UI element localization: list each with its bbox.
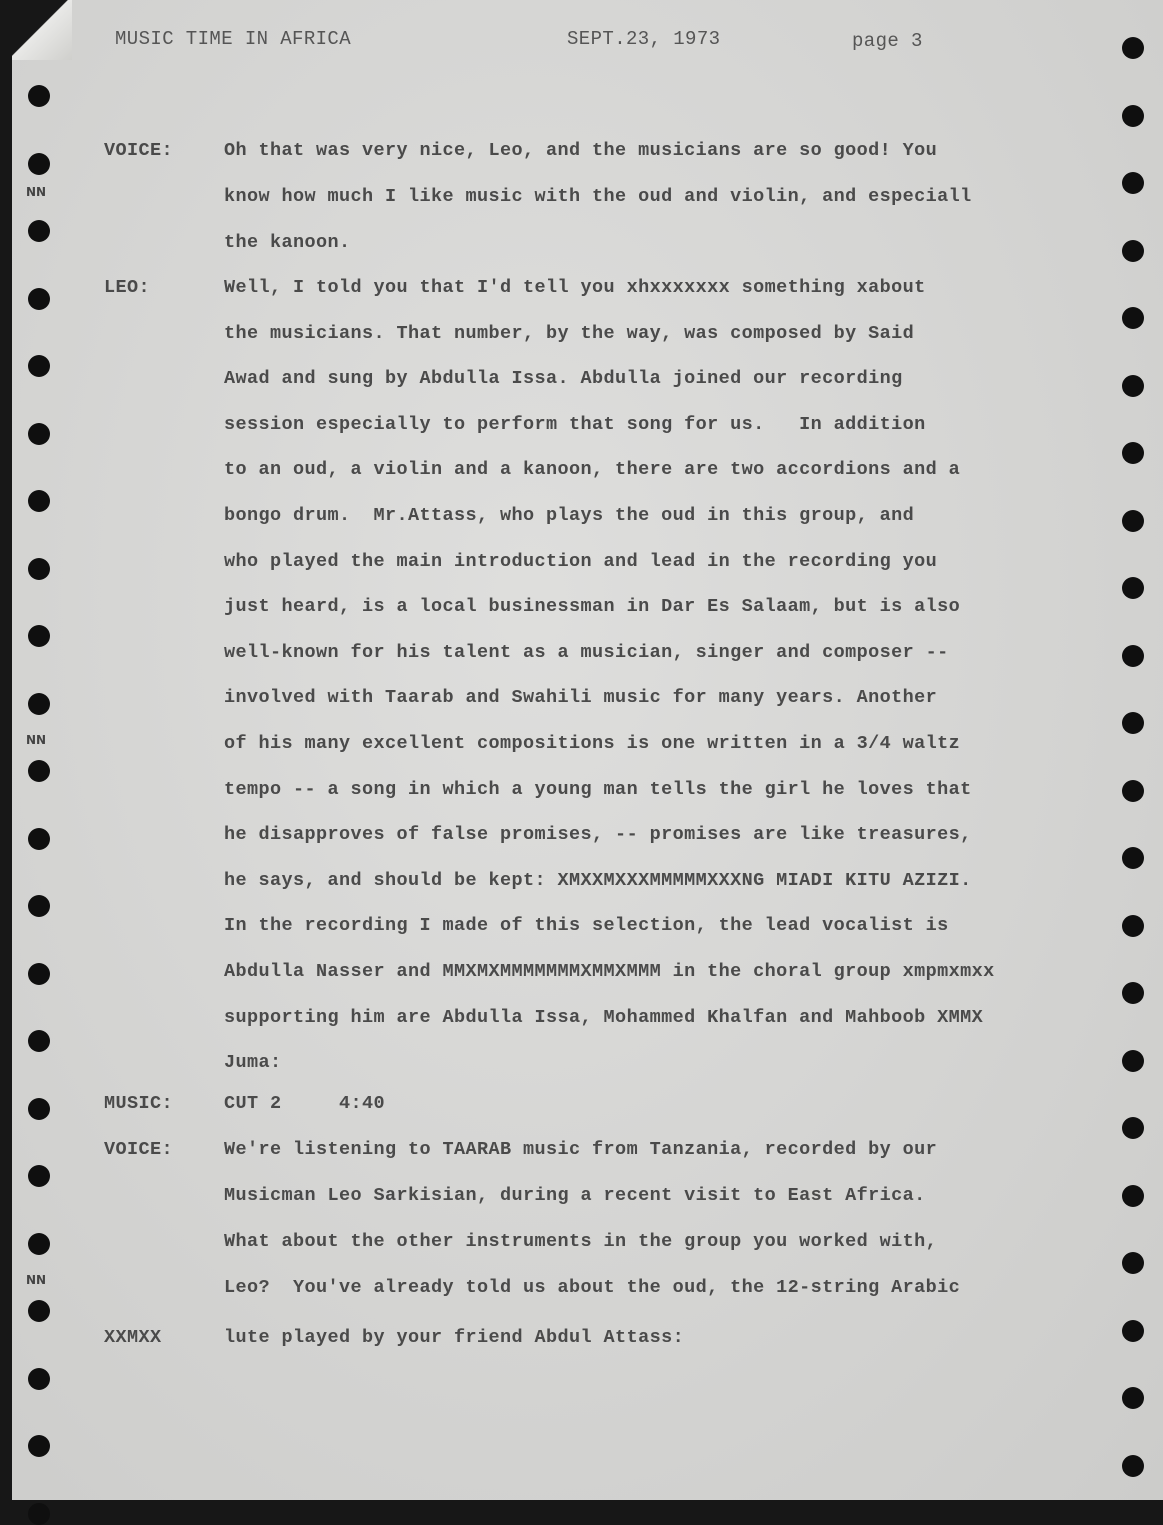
margin-mark: NN xyxy=(26,185,47,199)
sprocket-hole xyxy=(1122,172,1144,194)
sprocket-hole xyxy=(1122,375,1144,397)
sprocket-hole xyxy=(1122,780,1144,802)
torn-corner xyxy=(12,0,72,60)
sprocket-hole xyxy=(28,760,50,782)
broadcast-date: SEPT.23, 1973 xyxy=(567,28,721,50)
script-line: tempo -- a song in which a young man tells the girl he loves that xyxy=(224,778,972,800)
script-line: We're listening to TAARAB music from Tanzania, recorded by our xyxy=(224,1139,938,1160)
script-line: Awad and sung by Abdulla Issa. Abdulla joined our recording xyxy=(224,368,903,390)
sprocket-hole xyxy=(28,1300,50,1322)
script-line: CUT 2 4:40 xyxy=(224,1093,386,1114)
typescript-page xyxy=(12,0,1163,1500)
script-line: session especially to perform that song for us. In addition xyxy=(224,413,926,435)
script-line: Musicman Leo Sarkisian, during a recent visit to East Africa. xyxy=(224,1185,926,1206)
sprocket-hole xyxy=(1122,645,1144,667)
script-line: the kanoon. xyxy=(224,232,351,253)
sprocket-hole xyxy=(28,693,50,715)
sprocket-hole xyxy=(1122,240,1144,262)
speaker-label: VOICE: xyxy=(104,1139,174,1160)
sprocket-hole xyxy=(1122,915,1144,937)
script-line: he says, and should be kept: XMXXMXXXMMMMMXXXNG MIADI KITU AZIZI. xyxy=(224,869,972,891)
sprocket-hole xyxy=(28,1368,50,1390)
sprocket-hole xyxy=(28,1503,50,1525)
script-line: Abdulla Nasser and MMXMXMMMMMMMXMMXMMM in the choral group xmpmxmxx xyxy=(224,961,995,982)
sprocket-hole xyxy=(28,828,50,850)
script-line: bongo drum. Mr.Attass, who plays the oud in this group, and xyxy=(224,505,915,526)
script-line: of his many excellent compositions is one written in a 3/4 waltz xyxy=(224,733,961,754)
script-line: lute played by your friend Abdul Attass: xyxy=(224,1327,685,1348)
sprocket-hole xyxy=(1122,712,1144,734)
script-line: well-known for his talent as a musician, singer and composer -- xyxy=(224,641,949,663)
page-number: page 3 xyxy=(852,30,923,52)
script-line: who played the main introduction and lead in the recording you xyxy=(224,550,938,572)
sprocket-hole xyxy=(28,1233,50,1255)
sprocket-hole xyxy=(1122,1185,1144,1207)
sprocket-hole xyxy=(28,85,50,107)
sprocket-hole xyxy=(1122,1252,1144,1274)
sprocket-hole xyxy=(28,895,50,917)
sprocket-hole xyxy=(1122,1387,1144,1409)
program-title: MUSIC TIME IN AFRICA xyxy=(115,28,352,50)
sprocket-hole xyxy=(28,1098,50,1120)
sprocket-hole xyxy=(1122,1050,1144,1072)
speaker-label: VOICE: xyxy=(104,140,174,161)
sprocket-hole xyxy=(1122,442,1144,464)
sprocket-hole xyxy=(1122,1320,1144,1342)
margin-mark: NN xyxy=(26,1273,47,1287)
sprocket-hole xyxy=(28,490,50,512)
sprocket-hole xyxy=(28,153,50,175)
sprocket-hole xyxy=(28,355,50,377)
sprocket-hole xyxy=(1122,105,1144,127)
sprocket-hole xyxy=(1122,37,1144,59)
sprocket-hole xyxy=(28,963,50,985)
script-line: Oh that was very nice, Leo, and the musicians are so good! You xyxy=(224,140,938,161)
script-line: just heard, is a local businessman in Dar Es Salaam, but is also xyxy=(224,596,961,618)
script-line: to an oud, a violin and a kanoon, there are two accordions and a xyxy=(224,459,961,481)
speaker-label: LEO: xyxy=(104,277,151,298)
script-line: In the recording I made of this selection, the lead vocalist is xyxy=(224,915,949,937)
script-line: Leo? You've already told us about the oud, the 12-string Arabic xyxy=(224,1277,961,1298)
sprocket-hole xyxy=(28,625,50,647)
sprocket-hole xyxy=(28,220,50,242)
sprocket-hole xyxy=(1122,847,1144,869)
sprocket-hole xyxy=(1122,1455,1144,1477)
sprocket-hole xyxy=(28,423,50,445)
speaker-label: MUSIC: xyxy=(104,1093,174,1114)
script-line: know how much I like music with the oud and violin, and especiall xyxy=(224,186,972,207)
sprocket-hole xyxy=(1122,307,1144,329)
sprocket-hole xyxy=(1122,1117,1144,1139)
sprocket-hole xyxy=(1122,982,1144,1004)
sprocket-hole xyxy=(28,1030,50,1052)
script-line: involved with Taarab and Swahili music for many years. Another xyxy=(224,687,938,709)
script-line: What about the other instruments in the group you worked with, xyxy=(224,1231,938,1252)
script-line: supporting him are Abdulla Issa, Mohammed Khalfan and Mahboob XMMX xyxy=(224,1006,984,1028)
sprocket-hole xyxy=(28,1435,50,1457)
sprocket-hole xyxy=(1122,510,1144,532)
script-line: Juma: xyxy=(224,1052,282,1074)
script-line: the musicians. That number, by the way, was composed by Said xyxy=(224,322,915,344)
sprocket-hole xyxy=(28,1165,50,1187)
speaker-label: XXMXX xyxy=(104,1327,162,1348)
sprocket-hole xyxy=(28,558,50,580)
sprocket-hole xyxy=(1122,577,1144,599)
margin-mark: NN xyxy=(26,733,47,747)
script-line: Well, I told you that I'd tell you xhxxxxxxx something xabout xyxy=(224,277,926,298)
sprocket-hole xyxy=(28,288,50,310)
script-line: he disapproves of false promises, -- promises are like treasures, xyxy=(224,824,972,846)
